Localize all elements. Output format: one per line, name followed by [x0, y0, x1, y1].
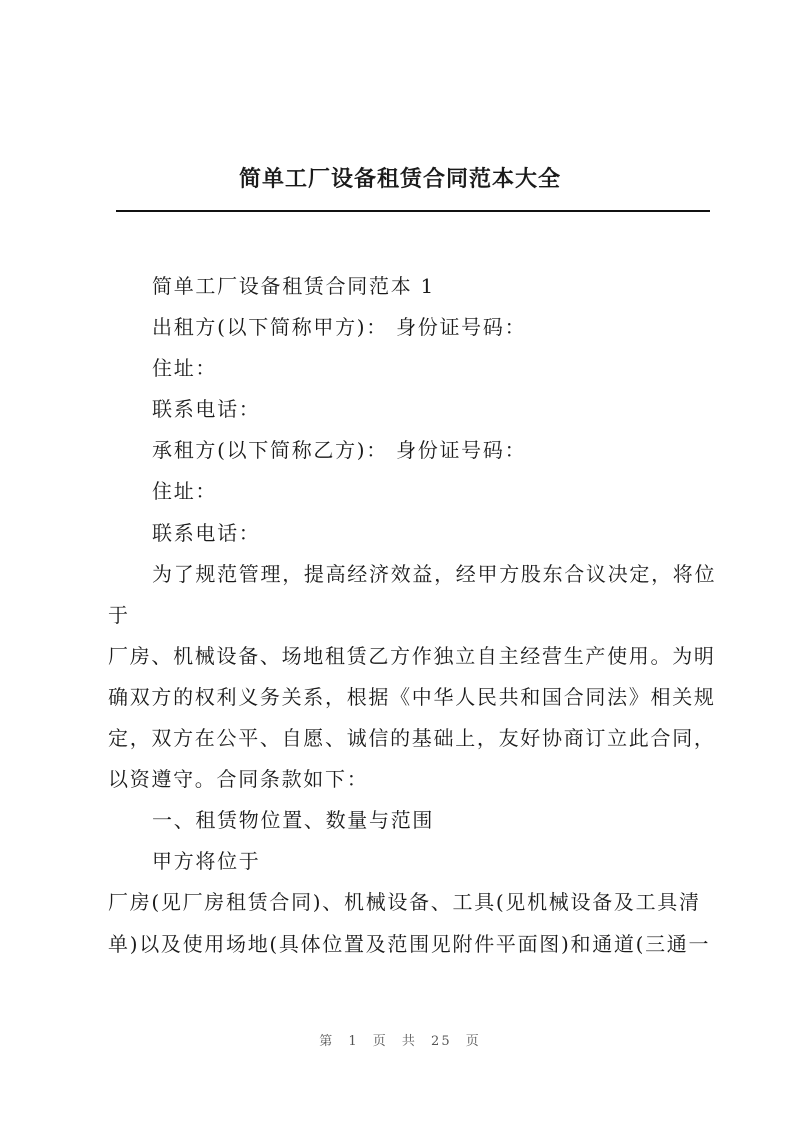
body-line: 厂房(见厂房租赁合同)、机械设备、工具(见机械设备及工具清 [108, 890, 701, 915]
body-line: 于 [108, 602, 130, 627]
body-line: 出租方(以下简称甲方)： 身份证号码： [152, 315, 527, 340]
body-line: 定，双方在公平、自愿、诚信的基础上，友好协商订立此合同， [108, 726, 716, 751]
body-line: 联系电话： [152, 397, 261, 422]
body-line: 住址： [152, 356, 218, 381]
body-line: 为了规范管理，提高经济效益，经甲方股东合议决定，将位 [152, 561, 717, 586]
body-line: 承租方(以下简称乙方)： 身份证号码： [152, 438, 527, 463]
body-line: 甲方将位于 [152, 849, 261, 874]
document-body [108, 266, 717, 965]
title-divider [116, 210, 710, 212]
section-heading: 一、租赁物位置、数量与范围 [152, 808, 435, 833]
page-number-footer: 第 1 页 共 25 页 [319, 1034, 481, 1049]
body-line: 确双方的权利义务关系，根据《中华人民共和国合同法》相关规 [108, 684, 716, 709]
body-line: 简单工厂设备租赁合同范本 1 [152, 274, 435, 298]
body-line: 以资遵守。合同条款如下： [108, 767, 369, 792]
document-title: 简单工厂设备租赁合同范本大全 [238, 166, 561, 192]
body-line: 单)以及使用场地(具体位置及范围见附件平面图)和通道(三通一 [108, 931, 711, 956]
body-line: 厂房、机械设备、场地租赁乙方作独立自主经营生产使用。为明 [108, 643, 716, 668]
body-line: 联系电话： [152, 520, 261, 545]
body-line: 住址： [152, 479, 218, 504]
